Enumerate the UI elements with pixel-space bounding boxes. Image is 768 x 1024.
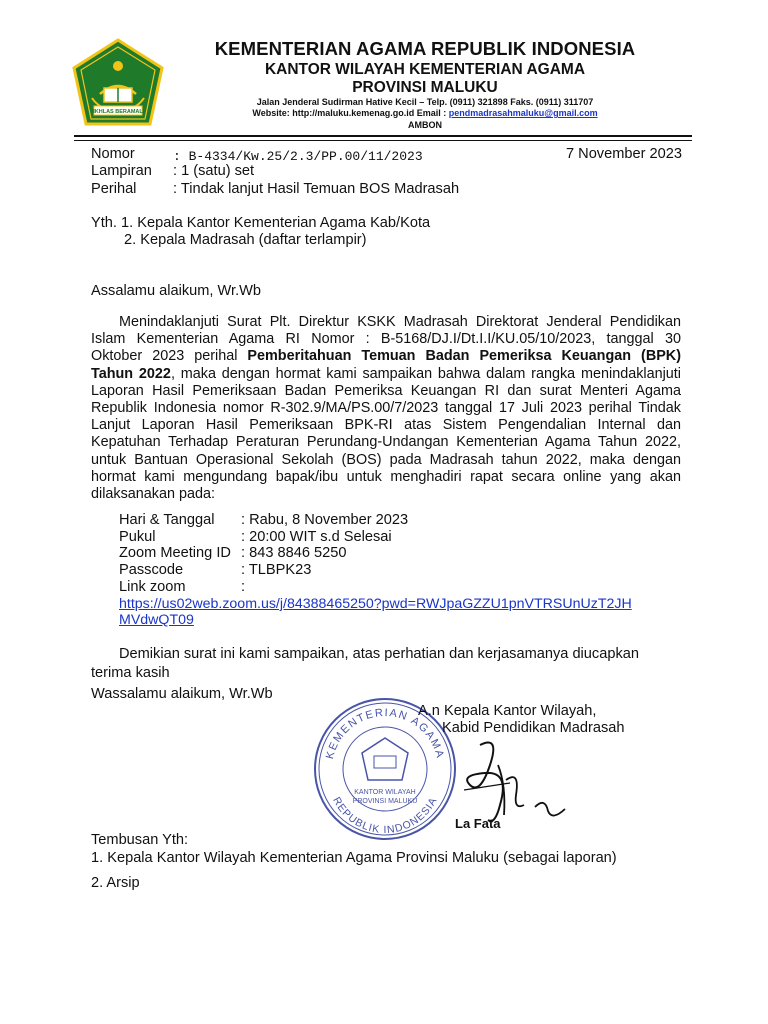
paragraph-line: Kepatuhan Terhadap Peraturan Perundang-Undangan Kementerian Agama Tahun 2022, [91,434,681,451]
office-contact [160,108,690,118]
zoom-link-line-1[interactable]: https://us02web.zoom.us/j/84388465250?pwd=RWJpaGZZU1pnVTRSUnUzT2JH [119,596,632,612]
stamp-top-text: KEMENTERIAN AGAMA [323,706,447,761]
paragraph-line: hormat kami mengundang bapak/ibu untuk menghadiri rapat secara online yang akan [91,468,681,485]
zoom-id-label: Zoom Meeting ID [119,545,231,561]
addressee-line-2: 2. Kepala Madrasah (daftar terlampir) [124,232,367,248]
tembusan-item-1: 1. Kepala Kantor Wilayah Kementerian Agama Provinsi Maluku (sebagai laporan) [91,850,617,866]
office-address: Jalan Jenderal Sudirman Hative Kecil – Telp. (0911) 321898 Faks. (0911) 311707 [256,97,594,107]
website-text: Website: http://maluku.kemenag.go.id Email : [252,108,449,118]
sign-on-behalf: A.n Kepala Kantor Wilayah, [418,703,597,719]
lampiran-label: Lampiran [91,163,152,179]
pukul-value: : 20:00 WIT s.d Selesai [241,529,392,545]
zoom-id-value: : 843 8846 5250 [241,545,347,561]
body-paragraph [91,314,681,503]
tembusan-heading: Tembusan Yth: [91,832,189,848]
nomor-value: : B-4334/Kw.25/2.3/PP.00/11/2023 [173,149,423,164]
addressee-line-1: Yth. 1. Kepala Kantor Kementerian Agama Kab/Kota [91,215,431,231]
province-title: PROVINSI MALUKU [352,79,498,96]
paragraph-line: Lanjut Laporan Hasil Pemeriksaan BPK-RI atas Sistem Pengendalian Internal dan [91,417,681,434]
link-colon: : [241,579,246,595]
stamp-inner-line-2: PROVINSI MALUKU [352,798,418,805]
office-title: KANTOR WILAYAH KEMENTERIAN AGAMA [264,61,586,78]
header-rule-thin [74,140,692,141]
perihal-label: Perihal [91,181,137,197]
paragraph-line: Tahun 2022, maka dengan hormat kami sampaikan bahwa dalam rangka menindaklanjuti [91,365,682,382]
paragraph-line: dilaksanakan pada: [91,486,216,503]
zoom-link-line-2[interactable]: MVdwQT09 [119,612,194,628]
letter-date: 7 November 2023 [565,146,682,162]
email-link[interactable]: pendmadrasahmaluku@gmail.com [448,108,598,118]
closing-line-2: terima kasih [91,665,170,681]
perihal-value: : Tindak lanjut Hasil Temuan BOS Madrasah [173,181,460,197]
paragraph-line: Menindaklanjuti Surat Plt. Direktur KSKK Madrasah Direktorat Jenderal Pendidikan [119,314,681,330]
tembusan-item-2: 2. Arsip [91,875,140,891]
sign-title: Kabid Pendidikan Madrasah [442,720,625,736]
header-rule-thick [74,135,692,137]
lampiran-value: : 1 (satu) set [173,163,255,179]
closing-salam: Wassalamu alaikum, Wr.Wb [91,686,273,702]
office-city: AMBON [408,120,442,130]
paragraph-line: untuk Bantuan Operasional Sekolah (BOS) pada Madrasah tahun 2022, maka dengan [91,451,681,468]
signatory-name: La Fata [455,816,501,831]
hari-value: : Rabu, 8 November 2023 [241,512,409,528]
link-label: Link zoom [119,579,186,595]
hari-label: Hari & Tanggal [119,512,215,528]
ministry-title: KEMENTERIAN AGAMA REPUBLIK INDONESIA [214,38,636,59]
paragraph-line: Oktober 2023 perihal Pemberitahuan Temuan Badan Pemeriksa Keuangan (BPK) [91,348,681,365]
paragraph-line: Islam Kementerian Agama RI Nomor : B-5168/DJ.I/Dt.I.I/KU.05/10/2023, tanggal 30 [91,331,681,348]
logo-motto: IKHLAS BERAMAL [93,109,143,115]
closing-line-1: Demikian surat ini kami sampaikan, atas perhatian dan kerjasamanya diucapkan [119,646,639,662]
nomor-label: Nomor [91,146,135,162]
stamp-bottom-text: REPUBLIK INDONESIA [330,795,440,837]
pukul-label: Pukul [119,529,156,545]
paragraph-line: Laporan Hasil Pemeriksaan Badan Pemeriksa Keuangan RI dan surat Menteri Agama [91,382,681,399]
paragraph-line: Republik Indonesia nomor R-302.9/MA/PS.00/7/2023 tanggal 17 Juli 2023 perihal Tindak [91,400,681,417]
subject-bold-year: Tahun 2022 [91,365,171,382]
stamp-inner-line-1: KANTOR WILAYAH [354,789,416,796]
passcode-label: Passcode [119,562,184,578]
greeting: Assalamu alaikum, Wr.Wb [91,283,262,299]
subject-bold: Pemberitahuan Temuan Badan Pemeriksa Keuangan (BPK) [247,348,681,365]
kemenag-logo [70,38,166,130]
passcode-value: : TLBPK23 [241,562,312,578]
